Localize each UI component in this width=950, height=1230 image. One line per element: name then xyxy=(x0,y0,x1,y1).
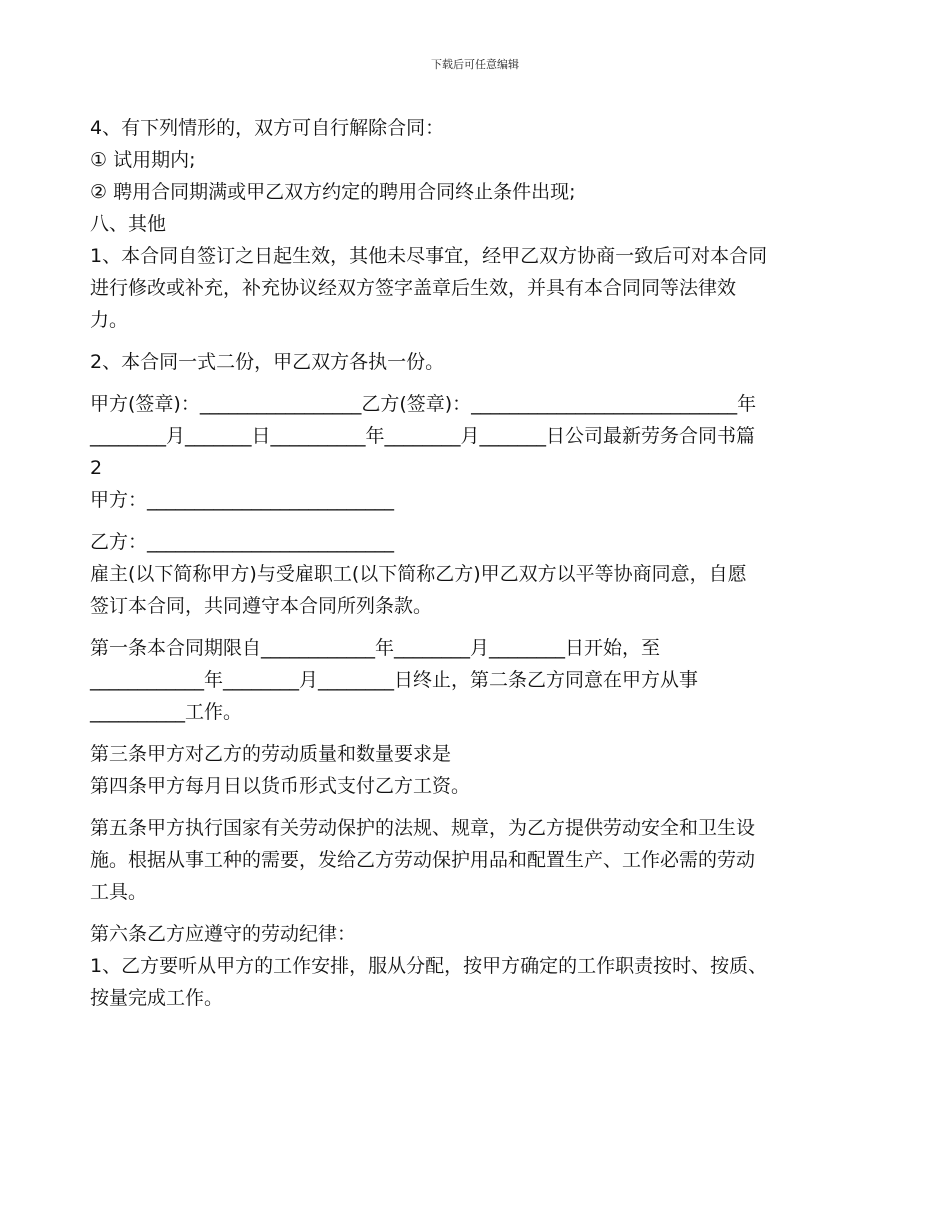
item-probation: ① 试用期内; xyxy=(90,149,196,171)
article-5: 第五条甲方执行国家有关劳动保护的法规、规章，为乙方提供劳动安全和卫生设 施。根据从事工种的需要，发给乙方劳动保护用品和配置生产、工作必需的劳动 工具。 xyxy=(90,817,756,903)
item-contract-expiry: ② 聘用合同期满或甲乙双方约定的聘用合同终止条件出现; xyxy=(90,181,576,203)
clause-effective: 1、本合同自签订之日起生效，其他未尽事宜，经甲乙双方协商一致后可对本合同 进行修改或补充，补充协议经双方签字盖章后生效，并具有本合同同等法律效 力。 xyxy=(90,245,768,331)
preamble: 雇主(以下简称甲方)与受雇职工(以下简称乙方)甲乙双方以平等协商同意，自愿 签订本合同，共同遵守本合同所列条款。 xyxy=(90,563,747,617)
signature-block: 甲方(签章)：_________________乙方(签章)：____________________________年 ________月_______日__________年________月_______日公司最新劳务合同书篇 2 xyxy=(90,393,757,479)
article-1-term: 第一条本合同期限自____________年________月________日开始，至 ____________年________月________日终止，第二条乙方同意在甲方从事 __________工作。 xyxy=(90,637,699,723)
section-heading-other: 八、其他 xyxy=(90,213,167,235)
clause-copies: 2、本合同一式二份，甲乙双方各执一份。 xyxy=(90,351,445,373)
clause-4-termination: 4、有下列情形的，双方可自行解除合同： xyxy=(90,117,445,139)
article-6: 第六条乙方应遵守的劳动纪律： xyxy=(90,923,357,945)
page-header: 下载后可任意编辑 xyxy=(431,58,519,71)
party-b-line: 乙方：__________________________ xyxy=(90,531,395,553)
article-4: 第四条甲方每月日以货币形式支付乙方工资。 xyxy=(90,775,471,797)
party-a-line: 甲方：__________________________ xyxy=(90,489,395,511)
document-body xyxy=(90,112,870,1014)
article-6-item-1: 1、乙方要听从甲方的工作安排，服从分配，按甲方确定的工作职责按时、按质、 按量完成工作。 xyxy=(90,955,768,1009)
article-3: 第三条甲方对乙方的劳动质量和数量要求是 xyxy=(90,743,452,765)
